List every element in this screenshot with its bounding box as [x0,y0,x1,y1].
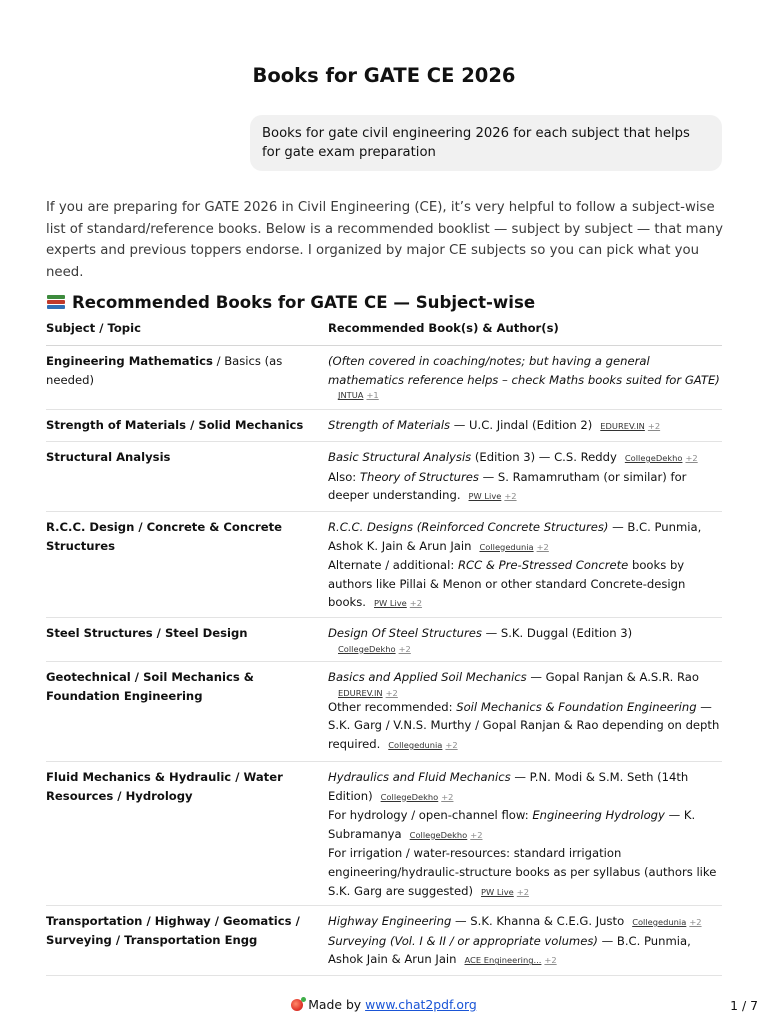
chat2pdf-logo-icon [291,999,303,1011]
source-link[interactable]: EDUREV.IN [338,687,383,698]
source-link[interactable]: ACE Engineering... [464,955,542,966]
books-cell: Basics and Applied Soil Mechanics — Gopal Ranjan & A.S.R. Rao EDUREV.IN +2 Other recommended: Soil Mechanics & Foundation Engineering — S.K. Garg / V.N.S. Murthy / Gopal Ranjan & Rao depending on depth required. Collegedunia +2 [328,670,720,751]
more-sources-link[interactable]: +2 [516,886,530,897]
more-sources-link[interactable]: +2 [409,598,423,609]
table-row [46,618,722,662]
footer-link[interactable]: www.chat2pdf.org [365,997,477,1012]
more-sources-link[interactable]: +2 [445,739,458,750]
source-link[interactable]: PW Live [374,598,407,609]
source-link[interactable]: EDUREV.IN [600,421,645,431]
books-cell: Strength of Materials — U.C. Jindal (Edition 2) EDUREV.IN +2 [328,418,661,432]
more-sources-link[interactable]: +1 [366,390,379,401]
more-sources-link[interactable]: +2 [398,643,411,654]
more-sources-link[interactable]: +2 [685,453,698,463]
table-row [46,662,722,762]
books-cell: Highway Engineering — S.K. Khanna & C.E.G. Justo Collegedunia +2 Surveying (Vol. I & II / or appropriate volumes) — B.C. Punmia, Ashok Jain & Arun Jain ACE Engineering... +2 [328,914,702,967]
books-cell: (Often covered in coaching/notes; but having a general mathematics reference helps – check Maths books suited for GATE) JNTUA +1 [328,354,720,401]
more-sources-link[interactable]: +2 [385,687,398,698]
footer-made-by: Made by [308,997,366,1012]
books-table [46,345,722,976]
table-row [46,906,722,976]
table-row [46,442,722,512]
page-title: Books for GATE CE 2026 [252,64,516,87]
source-link[interactable]: PW Live [468,491,502,502]
source-link[interactable]: Collegedunia [479,541,534,552]
subject-cell: Structural Analysis [46,450,171,464]
source-link[interactable]: CollegeDekho [380,791,439,802]
subject-cell: Transportation / Highway / Geomatics / Surveying / Transportation Engg [46,914,300,947]
books-cell: Basic Structural Analysis (Edition 3) — C.S. Reddy CollegeDekho +2 Also: Theory of Structures — S. Ramamrutham (or similar) for deeper understanding. PW Live +2 [328,450,698,503]
subject-cell: Fluid Mechanics & Hydraulic / Water Resources / Hydrology [46,770,283,803]
source-link[interactable]: CollegeDekho [624,453,683,463]
subject-cell: Strength of Materials / Solid Mechanics [46,418,304,432]
more-sources-link[interactable]: +2 [544,955,557,966]
table-row [46,762,722,906]
subject-cell: Steel Structures / Steel Design [46,626,248,640]
more-sources-link[interactable]: +2 [689,917,702,927]
page-number: 1 / 7 [730,998,758,1013]
column-header-books: Recommended Book(s) & Author(s) [328,321,559,335]
source-link[interactable]: Collegedunia [632,917,687,927]
books-icon [46,294,66,312]
table-row [46,346,722,410]
more-sources-link[interactable]: +2 [441,791,454,802]
books-cell: Design Of Steel Structures — S.K. Duggal (Edition 3) CollegeDekho +2 [328,626,633,654]
table-row [46,512,722,618]
more-sources-link[interactable]: +2 [536,541,549,552]
source-link[interactable]: CollegeDekho [409,829,468,840]
intro-paragraph: If you are preparing for GATE 2026 in Civil Engineering (CE), it’s very helpful to follow a subject-wise list of standard/reference books. Below is a recommended booklist — subject by subject — that many experts and previous toppers endorse. I organized by major CE subjects so you can pick what you need. [46,200,724,280]
source-link[interactable]: Collegedunia [388,739,443,750]
subject-cell: Engineering Mathematics / Basics (as needed) [46,354,283,387]
subject-cell: Geotechnical / Soil Mechanics & Foundation Engineering [46,670,254,703]
source-link[interactable]: JNTUA [338,390,364,401]
books-cell: Hydraulics and Fluid Mechanics — P.N. Modi & S.M. Seth (14th Edition) CollegeDekho +2 For hydrology / open-channel flow: Engineering Hydrology — K. Subramanya CollegeDekho +2 For irrigation / water-resources: standard irrigation engineering/hydraulic-structure books as per syllabus (authors like S.K. Garg are suggested) PW Live +2 [328,770,717,898]
section-heading-text: Recommended Books for GATE CE — Subject-wise [72,293,536,312]
user-prompt-bubble: Books for gate civil engineering 2026 for each subject that helps for gate exam preparation [250,115,722,171]
more-sources-link[interactable]: +2 [470,829,483,840]
subject-cell: R.C.C. Design / Concrete & Concrete Structures [46,520,282,553]
source-link[interactable]: PW Live [481,886,514,897]
source-link[interactable]: CollegeDekho [338,643,396,654]
footer [0,997,768,1012]
table-row [46,410,722,442]
more-sources-link[interactable]: +2 [647,421,661,431]
more-sources-link[interactable]: +2 [504,491,517,502]
section-heading [46,293,535,312]
column-header-subject: Subject / Topic [46,321,141,335]
books-cell: R.C.C. Designs (Reinforced Concrete Structures) — B.C. Punmia, Ashok K. Jain & Arun Jain Collegedunia +2 Alternate / additional: RCC & Pre-Stressed Concrete books by authors like Pillai & Menon or other standard Concrete-design books. PW Live +2 [328,520,702,610]
